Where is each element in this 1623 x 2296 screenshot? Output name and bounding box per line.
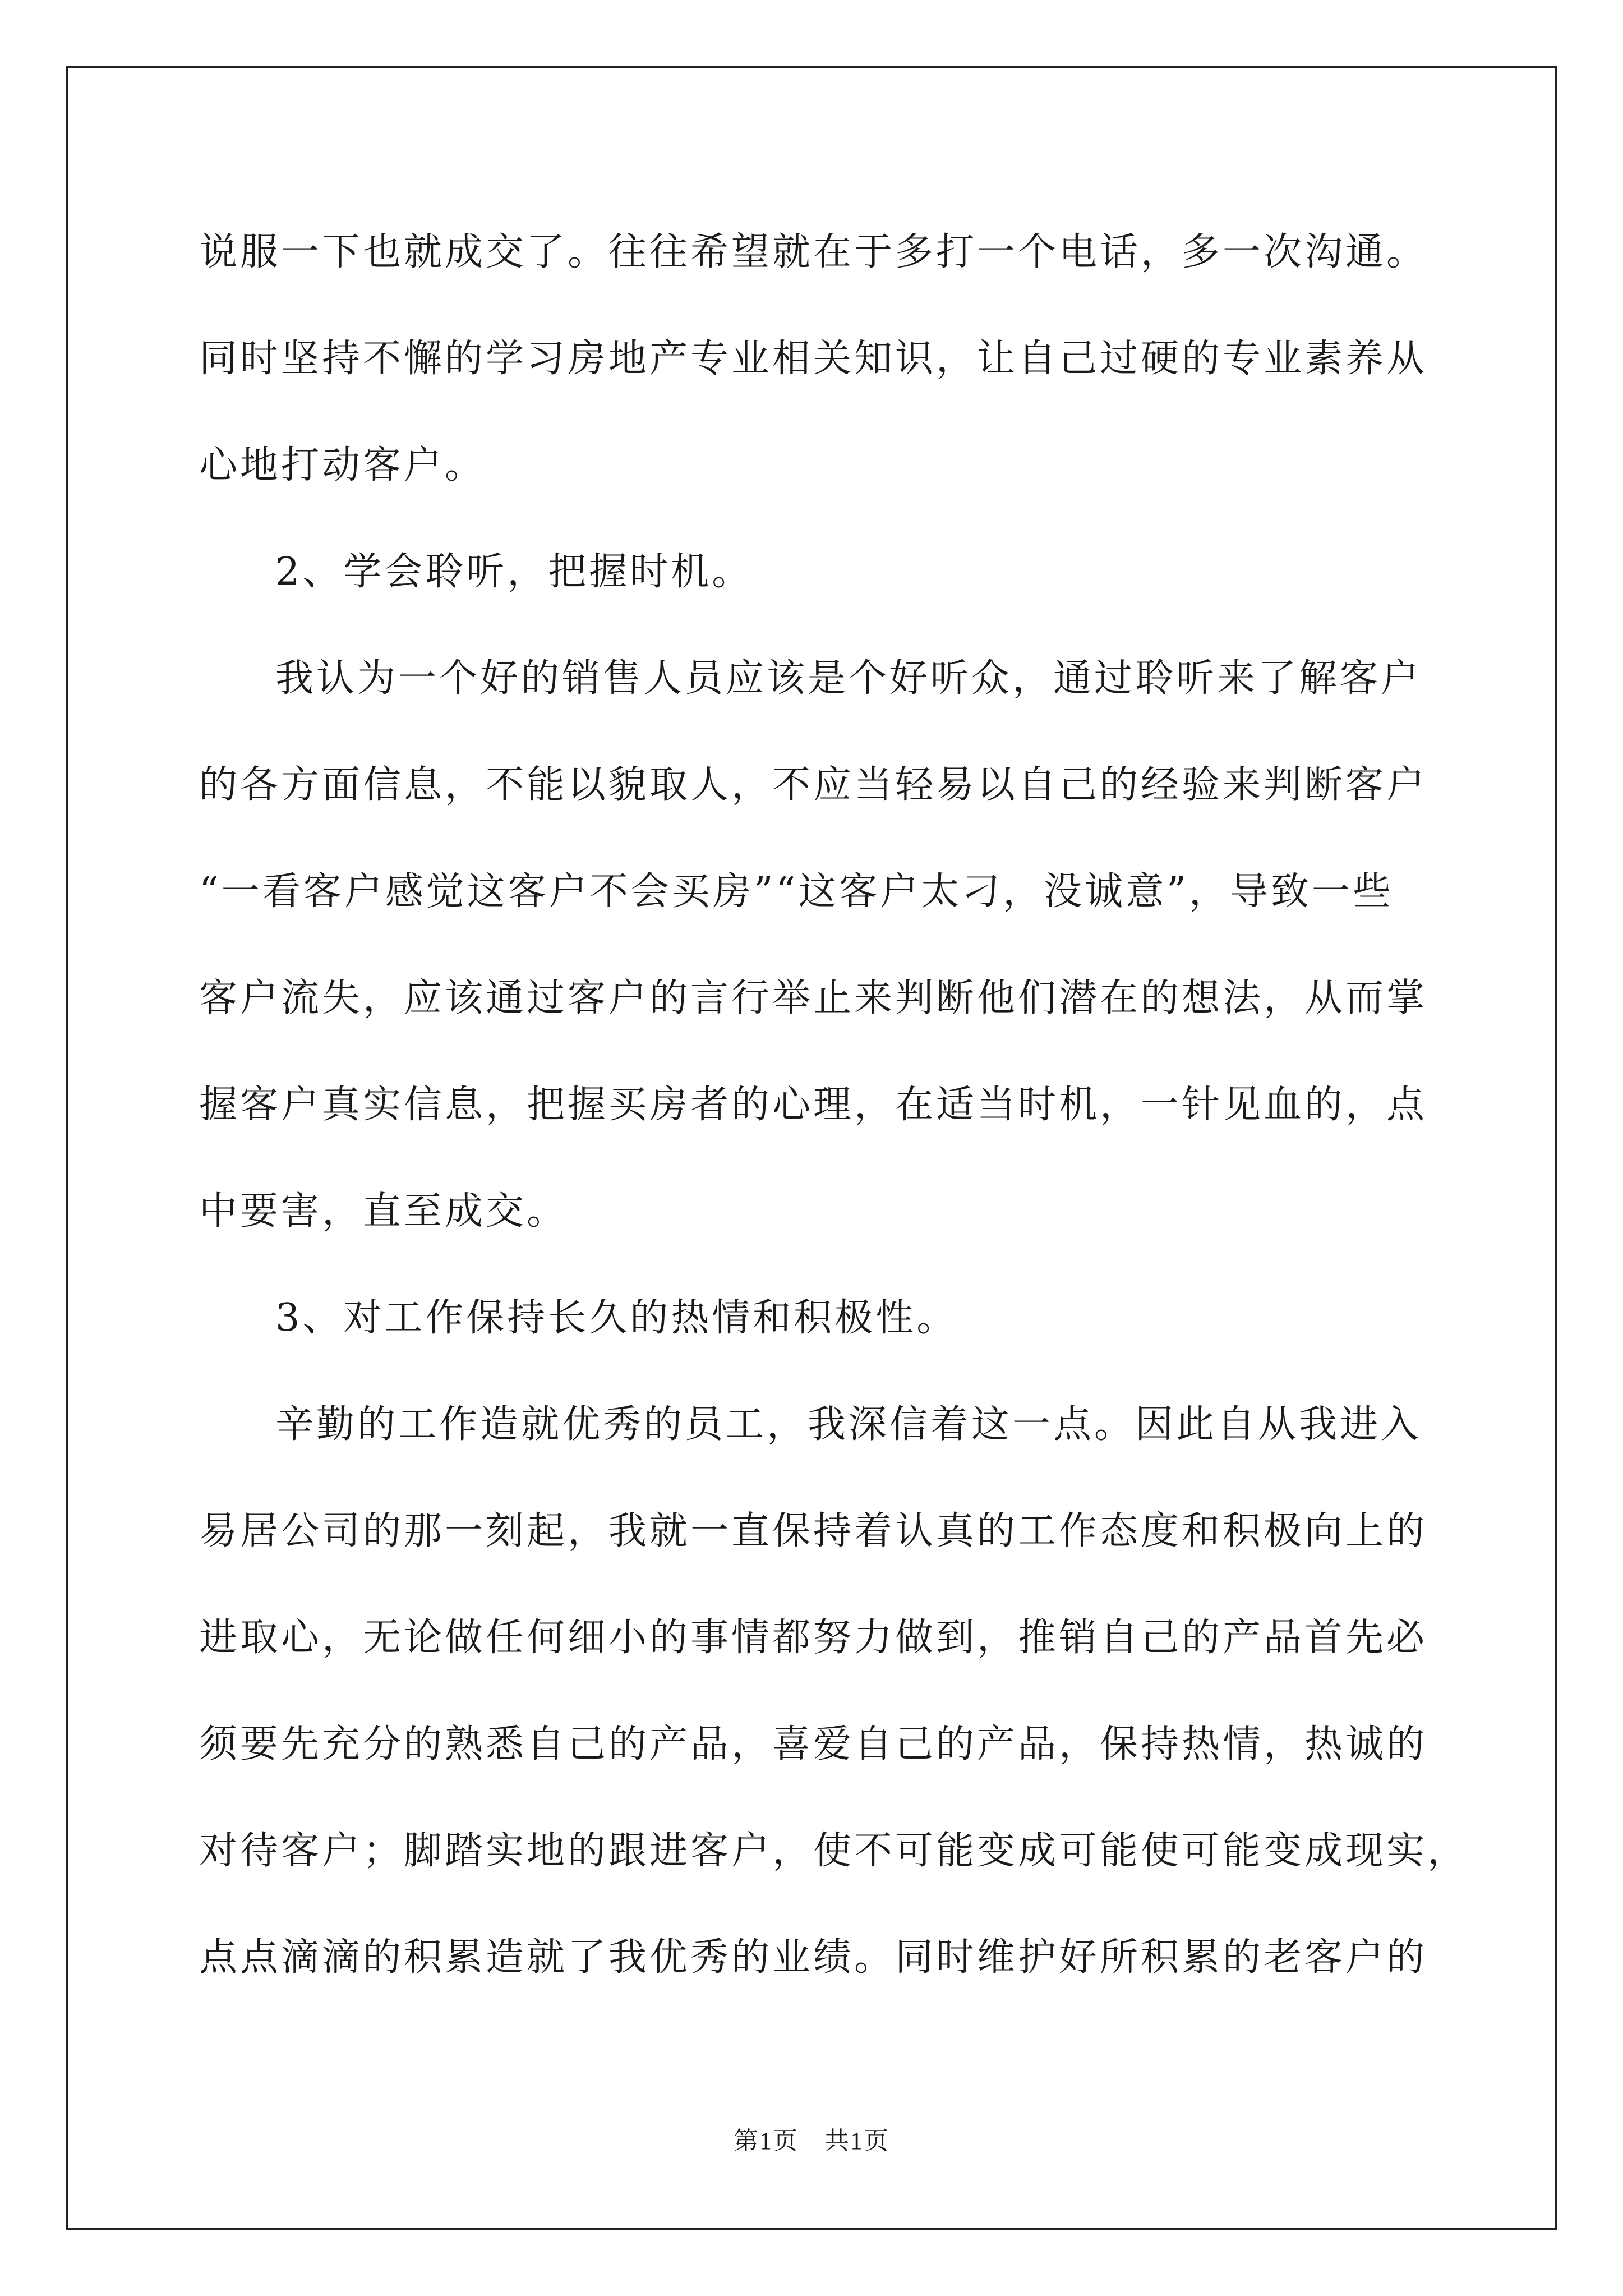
text-line: 进取心，无论做任何细小的事情都努力做到，推销自己的产品首先必	[199, 1616, 1428, 1660]
text-line: 同时坚持不懈的学习房地产专业相关知识，让自己过硬的专业素养从	[199, 337, 1428, 381]
text-line: 辛勤的工作造就优秀的员工，我深信着这一点。因此自从我进入	[275, 1402, 1422, 1447]
text-line: 我认为一个好的销售人员应该是个好听众，通过聆听来了解客户	[275, 656, 1422, 701]
text-line: “一看客户感觉这客户不会买房”“这客户太刁，没诚意”，导致一些	[199, 869, 1394, 914]
text-line: 对待客户；脚踏实地的跟进客户，使不可能变成可能使可能变成现实，	[199, 1829, 1469, 1873]
text-line: 的各方面信息，不能以貌取人，不应当轻易以自己的经验来判断客户	[199, 763, 1428, 807]
text-line: 易居公司的那一刻起，我就一直保持着认真的工作态度和积极向上的	[199, 1509, 1428, 1553]
text-line: 说服一下也就成交了。往往希望就在于多打一个电话，多一次沟通。	[199, 230, 1428, 274]
text-line: 点点滴滴的积累造就了我优秀的业绩。同时维护好所积累的老客户的	[199, 1935, 1428, 1980]
text-line: 中要害，直至成交。	[199, 1189, 568, 1234]
text-line: 心地打动客户。	[199, 443, 486, 487]
text-line: 须要先充分的熟悉自己的产品，喜爱自己的产品，保持热情，热诚的	[199, 1722, 1428, 1766]
text-line: 客户流失，应该通过客户的言行举止来判断他们潜在的想法，从而掌	[199, 976, 1428, 1020]
section-heading: 2、学会聆听，把握时机。	[275, 550, 753, 594]
text-line: 握客户真实信息，把握买房者的心理，在适当时机，一针见血的，点	[199, 1083, 1428, 1127]
document-body	[199, 199, 1469, 2011]
page-number-footer: 第1页 共1页	[734, 2127, 889, 2155]
section-heading: 3、对工作保持长久的热情和积极性。	[275, 1296, 958, 1340]
